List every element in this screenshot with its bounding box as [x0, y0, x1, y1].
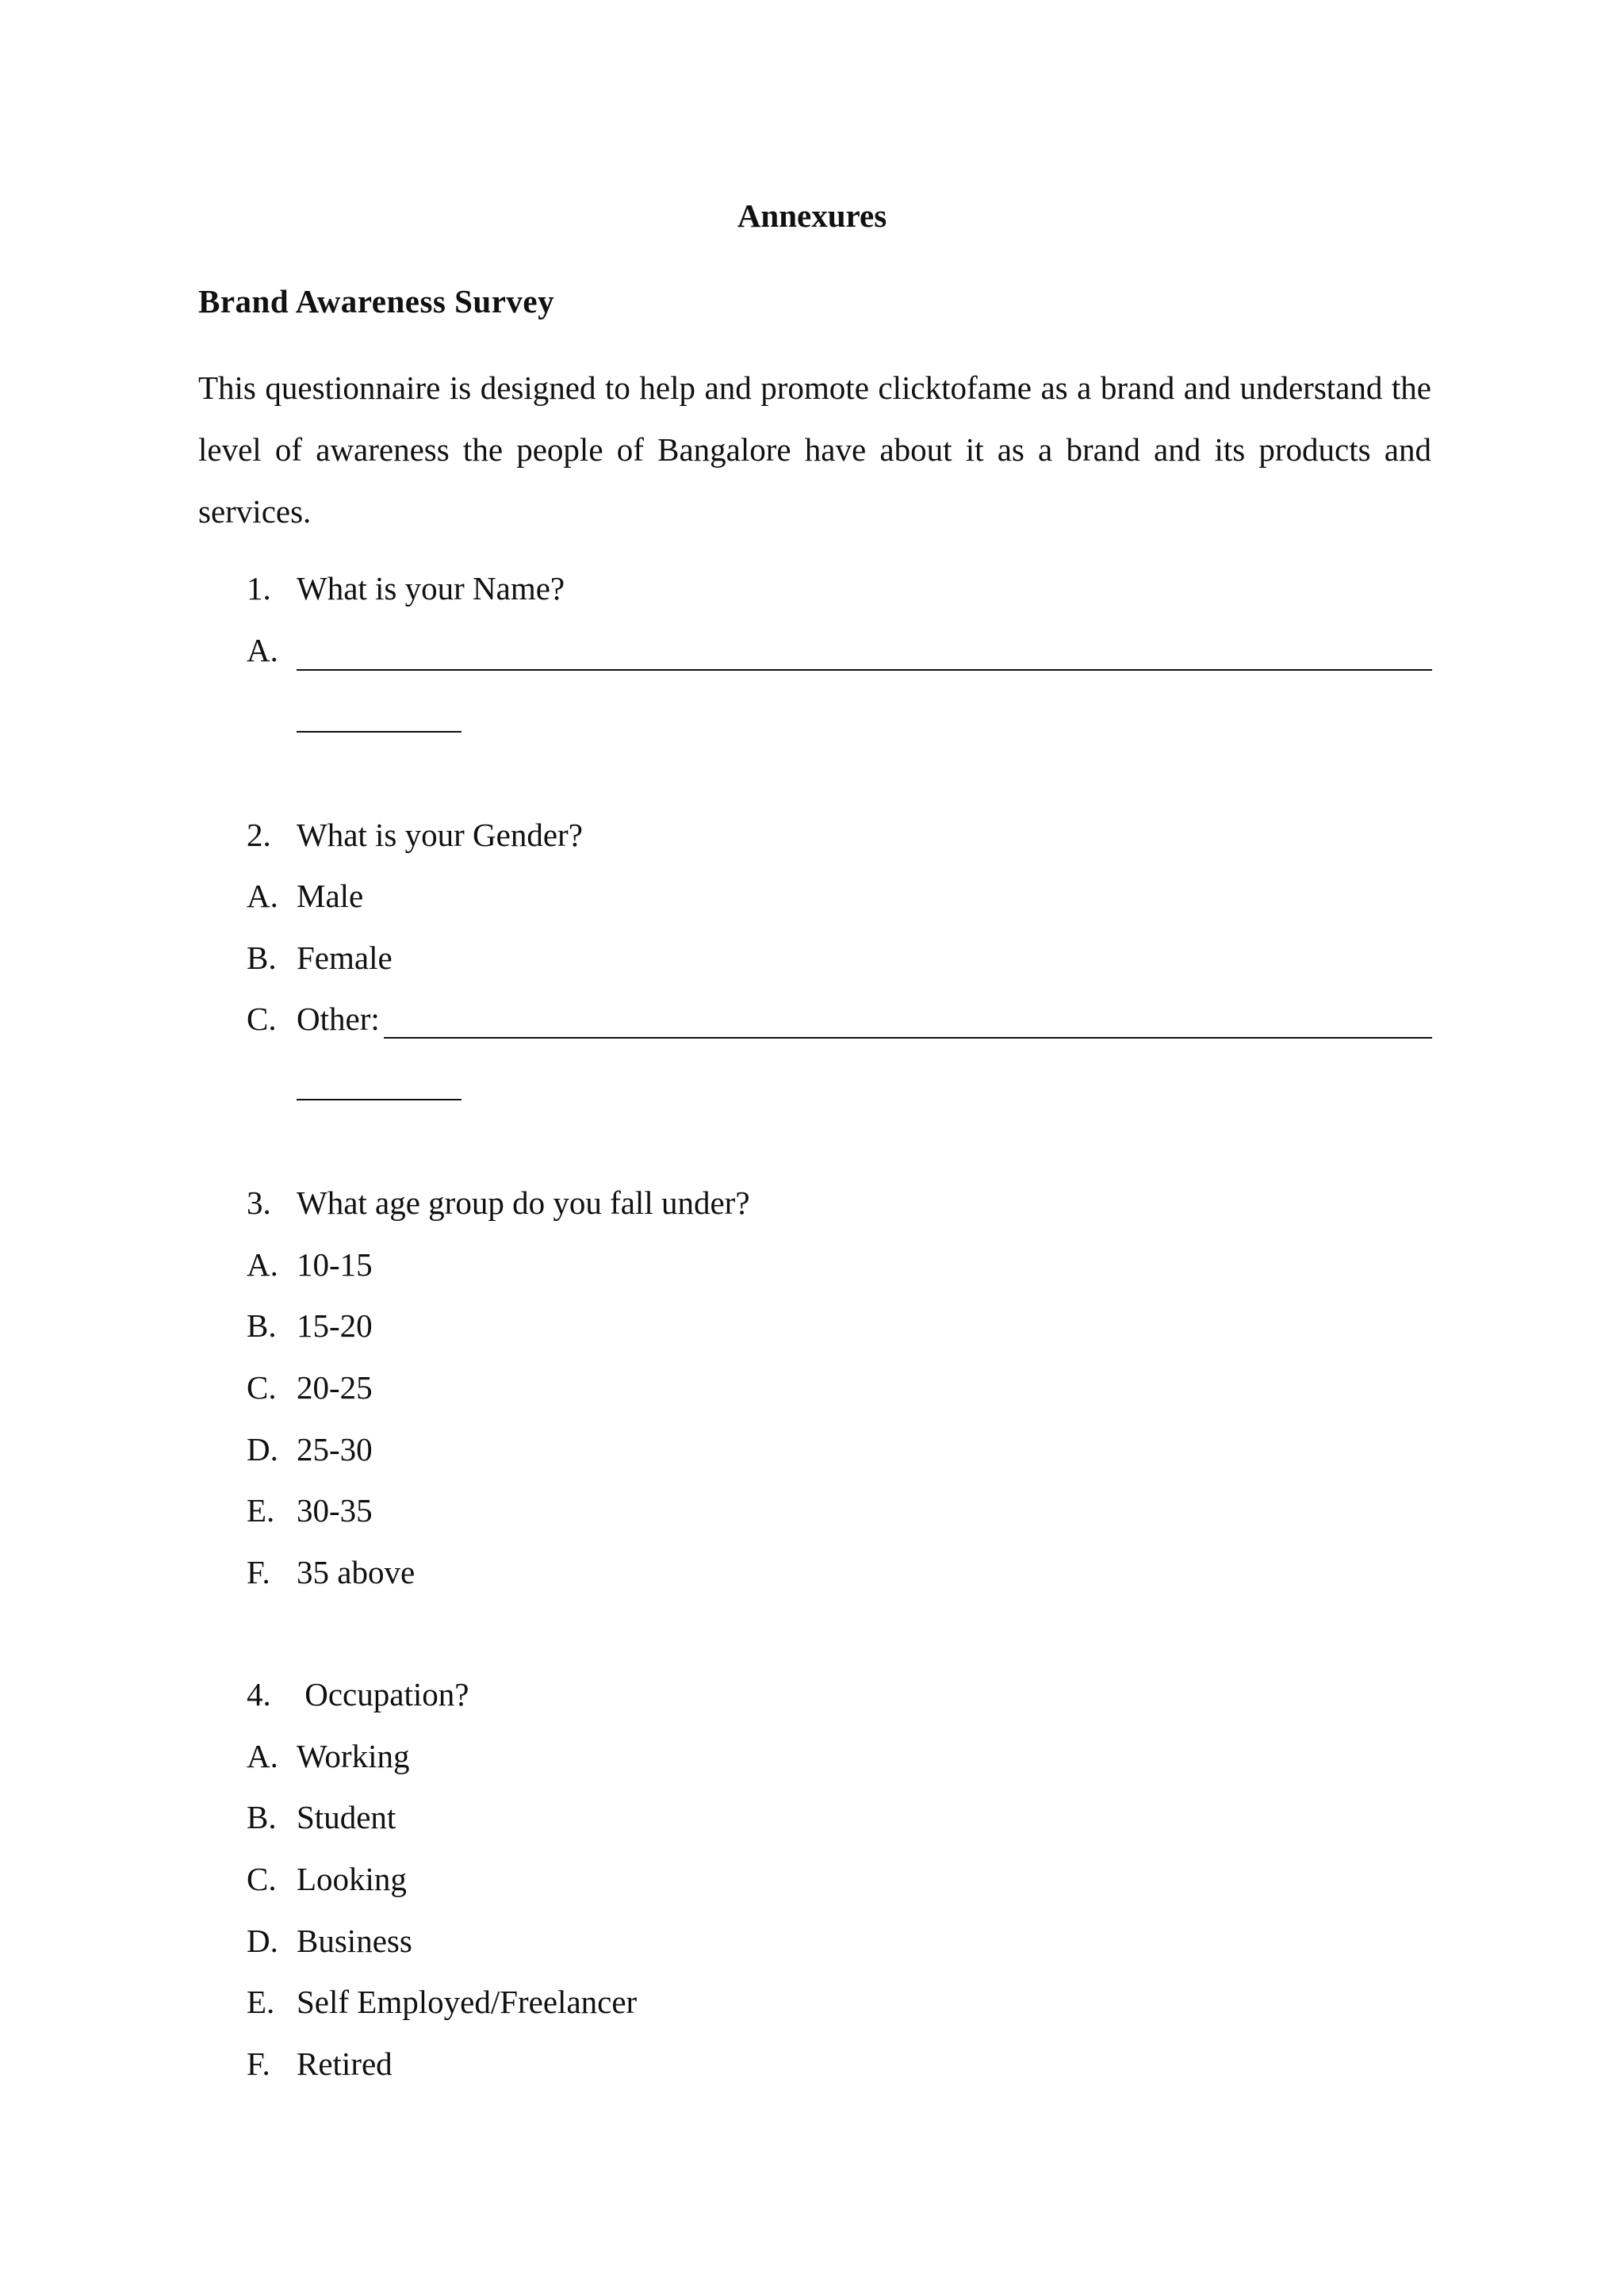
option-text: 20-25: [297, 1369, 373, 1406]
option-letter: B.: [247, 1799, 277, 1835]
name-answer-blank-line-continued[interactable]: [297, 731, 462, 733]
option-letter: F.: [247, 2045, 270, 2082]
option-letter: A.: [247, 1738, 278, 1774]
option-text: 35 above: [297, 1554, 416, 1590]
option-letter: E.: [247, 1492, 275, 1529]
option-letter: D.: [247, 1923, 278, 1959]
option-text: 25-30: [297, 1431, 373, 1468]
option-letter: C.: [247, 1861, 277, 1897]
option-letter: F.: [247, 1554, 270, 1590]
option-letter: C.: [247, 1001, 277, 1037]
option-letter: D.: [247, 1431, 278, 1468]
option-letter: B.: [247, 1307, 277, 1344]
question-number: 3.: [247, 1184, 271, 1221]
option-text: 30-35: [297, 1492, 373, 1529]
question-number: 1.: [247, 570, 271, 607]
option-text: Retired: [297, 2045, 393, 2082]
option-letter: B.: [247, 939, 277, 976]
survey-title: Brand Awareness Survey: [198, 283, 555, 320]
option-text: Male: [297, 878, 364, 914]
option-text: Business: [297, 1923, 412, 1959]
option-letter: E.: [247, 1984, 275, 2020]
question-number: 4.: [247, 1676, 271, 1712]
page-heading: Annexures: [737, 197, 887, 234]
option-letter: C.: [247, 1369, 277, 1406]
question-number: 2.: [247, 817, 271, 853]
option-text: Other:: [297, 1001, 380, 1037]
intro-paragraph: This questionnaire is designed to help and promote clicktofame as a brand and understand the level of awareness the people of Bangalore have about it as a brand and its products and services.: [198, 369, 1431, 530]
question-text: What is your Gender?: [297, 817, 583, 853]
option-text: Working: [297, 1738, 410, 1774]
other-gender-blank-line-continued[interactable]: [297, 1099, 462, 1100]
option-text: Student: [297, 1799, 396, 1835]
option-letter: A.: [247, 1246, 278, 1283]
option-letter: A.: [247, 632, 278, 668]
question-text: What age group do you fall under?: [297, 1184, 750, 1221]
question-text: Occupation?: [297, 1676, 469, 1712]
name-answer-blank-line[interactable]: [297, 669, 1432, 671]
other-gender-blank-line[interactable]: [384, 1037, 1432, 1039]
question-text: What is your Name?: [297, 570, 565, 607]
option-text: Female: [297, 939, 393, 976]
option-text: 10-15: [297, 1246, 373, 1283]
option-text: Looking: [297, 1861, 407, 1897]
option-letter: A.: [247, 878, 278, 914]
option-text: 15-20: [297, 1307, 373, 1344]
option-text: Self Employed/Freelancer: [297, 1984, 638, 2020]
